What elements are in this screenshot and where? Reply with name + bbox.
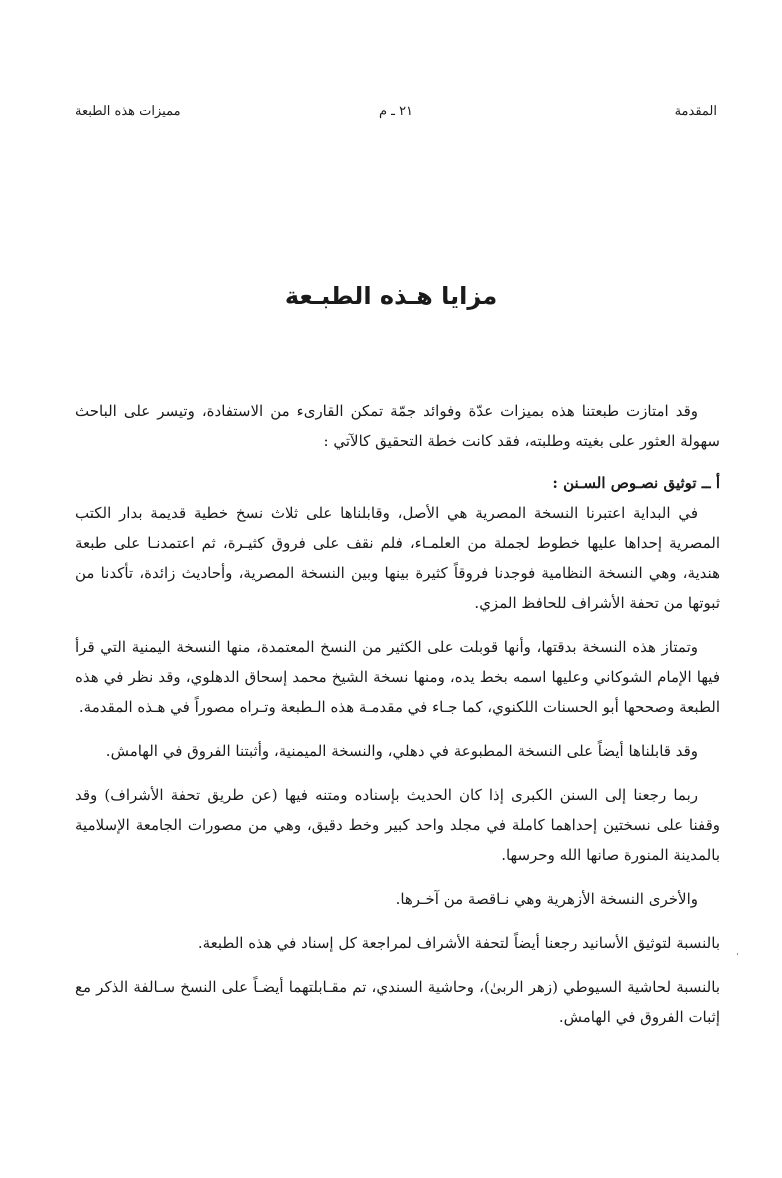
paragraph-2: وتمتاز هذه النسخة بدقتها، وأنها قوبلت على الكثير من النسخ المعتمدة، منها النسخة اليمنية التي قرأ فيها الإمام الشوكاني وعليها اسمه بخط يده، ومنها نسخة الشيخ محمد إسحاق الدهلوي، وقد نظر في هذه الطبعة وصححها أبو الحسنات اللكنوي، كما جـاء في مقدمـة هذه الـطبعة وتـراه مصوراً في هـذه المقدمة. bbox=[75, 638, 720, 716]
header-page-number: ٢١ ـ م bbox=[378, 104, 414, 119]
section-heading: أ ــ توثيق نصـوص السـنن : bbox=[552, 474, 720, 492]
paragraph-5: والأخرى النسخة الأزهرية وهي نـاقصة من آخـرها. bbox=[395, 890, 698, 908]
paragraph-4: ربما رجعنا إلى السنن الكبرى إذا كان الحديث بإسناده ومتنه فيها (عن طريق تحفة الأشراف) وقد وقفنا على نسختين إحداهما كاملة في مجلد واحد كبير وخط دقيق، وهي من مصورات الجامعة الإسلامية بالمدينة المنورة صانها الله وحرسها. bbox=[75, 786, 720, 864]
paragraph-1: في البداية اعتبرنا النسخة المصرية هي الأصل، وقابلناها على ثلاث نسخ خطية قديمة بدار الكتب المصرية إحداها عليها خطوط لجملة من العلمـاء، فلم نقف على فروق كثيـرة، ثم اعتمدنـا على طبعة هندية، وهي النسخة النظامية فوجدنا فروقاً كثيرة بينها وبين النسخة المصرية، وأحاديث زائدة، تأكدنا من ثبوتها من تحفة الأشراف للحافظ المزي. bbox=[75, 504, 720, 612]
page-header bbox=[75, 104, 717, 126]
page-title: مزايا هـذه الطبـعة bbox=[284, 282, 498, 310]
page-body bbox=[75, 396, 720, 1046]
paragraph-7: بالنسبة لحاشية السيوطي (زهر الربىٰ)، وحاشية السندي، تم مقـابلتهما أيضـاً على النسخ سـالفة الذكر مع إثبات الفروق في الهامش. bbox=[75, 978, 720, 1026]
header-chapter-title: مميزات هذه الطبعة bbox=[75, 104, 181, 119]
paragraph-3: وقد قابلناها أيضاً على النسخة المطبوعة في دهلي، والنسخة الميمنية، وأثبتنا الفروق في الهامش. bbox=[105, 742, 698, 760]
intro-paragraph: وقد امتازت طبعتنا هذه بميزات عدّة وفوائد جمّة تمكن القارىء من الاستفادة، وتيسر على الباحث سهولة العثور على بغيته وطلبته، فقد كانت خطة التحقيق كالآتي : bbox=[75, 402, 720, 450]
header-section-title: المقدمة bbox=[674, 104, 717, 119]
paragraph-6: بالنسبة لتوثيق الأسانيد رجعنا أيضاً لتحفة الأشراف لمراجعة كل إسناد في هذه الطبعة. bbox=[197, 934, 720, 952]
margin-mark: ، bbox=[736, 948, 739, 958]
